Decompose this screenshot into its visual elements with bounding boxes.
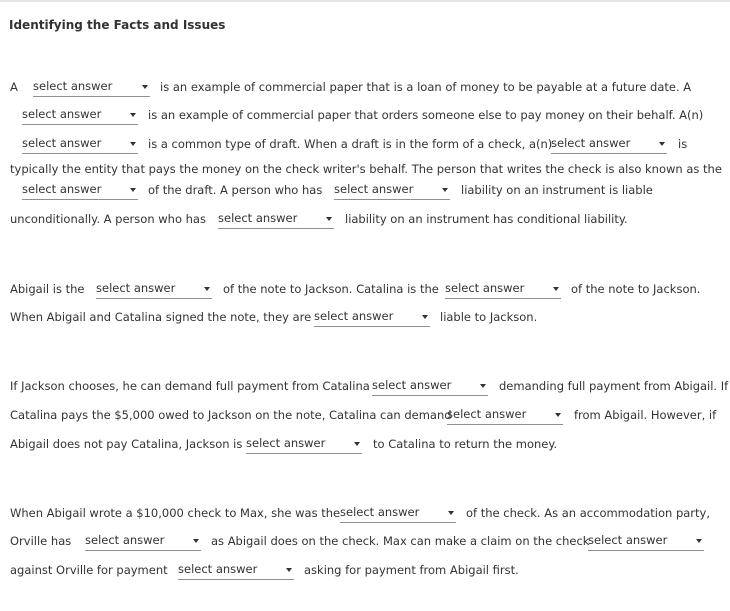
p1-line-5: [0, 180, 730, 200]
dropdown-2[interactable]: [22, 105, 138, 125]
dropdown-label: select answer: [22, 182, 102, 196]
p1-text-c: is an example of commercial paper that orders someone else to pay money on their behalf. A(n): [148, 108, 704, 122]
dropdown-15[interactable]: [85, 531, 201, 551]
dropdown-9[interactable]: [445, 279, 561, 299]
chevron-down-icon: [326, 217, 332, 221]
dropdown-label: select answer: [588, 533, 668, 547]
dropdown-11[interactable]: [372, 376, 488, 396]
chevron-down-icon: [553, 287, 559, 291]
p1-line-3: [0, 134, 730, 154]
chevron-down-icon: [354, 442, 360, 446]
dropdown-label: select answer: [178, 562, 258, 576]
p1-text-b: is an example of commercial paper that is a loan of money to be payable at a future date. A: [160, 80, 692, 94]
chevron-down-icon: [480, 384, 486, 388]
dropdown-3[interactable]: [22, 134, 138, 154]
dropdown-17[interactable]: [178, 560, 294, 580]
p3-line-1: [0, 376, 730, 396]
dropdown-label: select answer: [334, 182, 414, 196]
chevron-down-icon: [142, 85, 148, 89]
p1-line-1: [0, 77, 730, 97]
chevron-down-icon: [193, 539, 199, 543]
p4-text-c: Orville has: [10, 534, 72, 548]
chevron-down-icon: [555, 413, 561, 417]
dropdown-label: select answer: [96, 281, 176, 295]
p1-text-g: of the draft. A person who has: [148, 183, 323, 197]
dropdown-label: select answer: [551, 136, 631, 150]
p3-text-f: to Catalina to return the money.: [373, 437, 558, 451]
p4-text-f: asking for payment from Abigail first.: [304, 563, 519, 577]
top-divider: [0, 0, 730, 2]
p1-text-i: unconditionally. A person who has: [10, 212, 206, 226]
dropdown-label: select answer: [340, 505, 420, 519]
p4-text-b: of the check. As an accommodation party,: [466, 506, 710, 520]
dropdown-12[interactable]: [447, 405, 563, 425]
dropdown-1[interactable]: [33, 77, 150, 97]
dropdown-label: select answer: [447, 407, 527, 421]
dropdown-4[interactable]: [551, 134, 667, 154]
chevron-down-icon: [130, 113, 136, 117]
dropdown-label: select answer: [246, 436, 326, 450]
chevron-down-icon: [696, 539, 702, 543]
chevron-down-icon: [130, 142, 136, 146]
dropdown-label: select answer: [22, 107, 102, 121]
p4-text-d: as Abigail does on the check. Max can make a claim on the check: [211, 534, 590, 548]
p3-line-2: [0, 405, 730, 425]
chevron-down-icon: [422, 315, 428, 319]
chevron-down-icon: [130, 188, 136, 192]
p2-text-b: of the note to Jackson. Catalina is the: [223, 282, 439, 296]
dropdown-8[interactable]: [96, 279, 212, 299]
dropdown-label: select answer: [372, 378, 452, 392]
chevron-down-icon: [659, 142, 665, 146]
dropdown-7[interactable]: [218, 209, 334, 229]
p2-line-2: [0, 307, 730, 327]
p4-line-2: [0, 531, 730, 551]
dropdown-label: select answer: [218, 211, 298, 225]
chevron-down-icon: [204, 287, 210, 291]
p4-line-1: [0, 503, 730, 523]
p1-text-a: A: [10, 80, 18, 94]
p1-text-j: liability on an instrument has conditional liability.: [345, 212, 628, 226]
p4-line-3: [0, 560, 730, 580]
dropdown-label: select answer: [445, 281, 525, 295]
p3-text-d: from Abigail. However, if: [574, 408, 717, 422]
page-title: Identifying the Facts and Issues: [9, 18, 226, 32]
dropdown-5[interactable]: [22, 180, 138, 200]
p1-text-e: is: [678, 137, 688, 151]
dropdown-10[interactable]: [314, 307, 430, 327]
p2-text-c: of the note to Jackson.: [571, 282, 701, 296]
p2-text-a: Abigail is the: [10, 282, 85, 296]
p3-text-e: Abigail does not pay Catalina, Jackson is: [10, 437, 243, 451]
p2-text-e: liable to Jackson.: [440, 310, 538, 324]
dropdown-label: select answer: [33, 79, 113, 93]
p3-text-b: demanding full payment from Abigail. If: [499, 379, 729, 393]
p1-line-4: [0, 159, 730, 179]
p2-text-d: When Abigail and Catalina signed the note, they are: [10, 310, 312, 324]
p1-line-6: [0, 209, 730, 229]
p4-text-a: When Abigail wrote a $10,000 check to Max, she was the: [10, 506, 341, 520]
dropdown-16[interactable]: [588, 531, 704, 551]
chevron-down-icon: [448, 511, 454, 515]
p1-text-d: is a common type of draft. When a draft is in the form of a check, a(n): [148, 137, 553, 151]
p1-line-2: [0, 105, 730, 125]
dropdown-6[interactable]: [334, 180, 450, 200]
p3-text-c: Catalina pays the $5,000 owed to Jackson on the note, Catalina can demand: [10, 408, 452, 422]
dropdown-label: select answer: [85, 533, 165, 547]
dropdown-14[interactable]: [340, 503, 456, 523]
p3-text-a: If Jackson chooses, he can demand full payment from Catalina: [10, 379, 370, 393]
dropdown-label: select answer: [314, 309, 394, 323]
p4-text-e: against Orville for payment: [10, 563, 168, 577]
p1-text-f: typically the entity that pays the money on the check writer's behalf. The person that writes the check is also known as the: [10, 162, 722, 176]
p1-text-h: liability on an instrument is liable: [461, 183, 653, 197]
dropdown-13[interactable]: [246, 434, 362, 454]
p3-line-3: [0, 434, 730, 454]
chevron-down-icon: [286, 568, 292, 572]
dropdown-label: select answer: [22, 136, 102, 150]
chevron-down-icon: [442, 188, 448, 192]
p2-line-1: [0, 279, 730, 299]
